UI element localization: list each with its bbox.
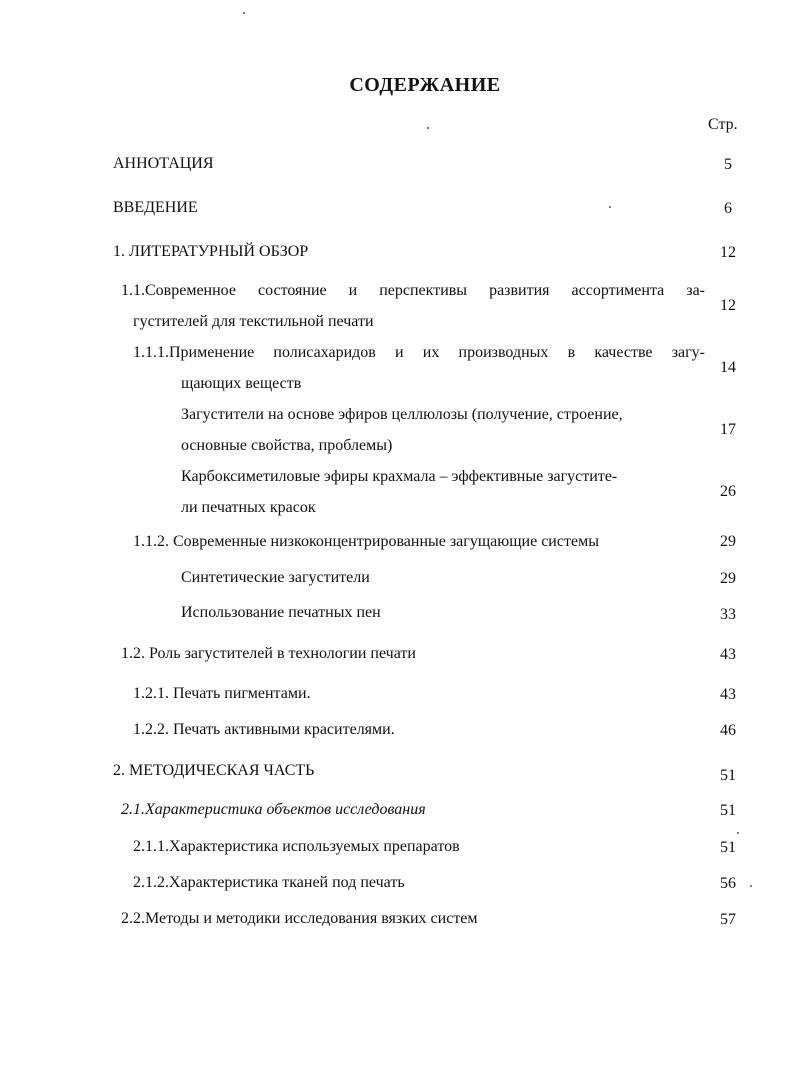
toc-entry-text: 2.1.1.Характеристика используемых препаратов [133,838,460,855]
toc-entry-section-1-1[interactable] [121,275,705,337]
toc-entry-text-line-2: густителей для текстильной печати [133,313,374,330]
scan-speck [750,885,752,887]
toc-entry-text: АННОТАЦИЯ [113,155,214,172]
toc-page-number: 57 [720,911,736,928]
page-title: СОДЕРЖАНИЕ [349,74,501,96]
toc-entry-text-line-1: 1.1.Современное состояние и перспективы развития ассортимента за- [121,282,705,299]
toc-page-number: 12 [720,244,736,261]
toc-page-number: 29 [720,533,736,550]
toc-page-number: 26 [720,483,736,500]
toc-entry-text: 1.2.2. Печать активными красителями. [133,721,395,738]
toc-page-number: 5 [724,156,732,173]
toc-entry-synthetic-thickeners[interactable] [181,562,370,593]
toc-entry-section-2-1[interactable] [121,794,426,825]
scan-speck [427,127,429,129]
toc-entry-section-1-2[interactable] [121,638,416,669]
toc-page-number: 51 [720,802,736,819]
toc-entry-section-1-1-1[interactable] [133,337,705,399]
toc-entry-text: 1. ЛИТЕРАТУРНЫЙ ОБЗОР [113,243,309,260]
toc-page-number: 51 [720,839,736,856]
toc-entry-section-1-2-2[interactable] [133,714,395,745]
toc-entry-text-line-1: 1.1.1.Применение полисахаридов и их производных в качестве загу- [133,344,705,361]
toc-entry-chapter-2[interactable] [113,755,314,786]
toc-page-number: 56 [720,875,736,892]
toc-entry-text: 1.2.1. Печать пигментами. [133,685,311,702]
toc-page-number: 17 [720,421,736,438]
toc-page-number: 43 [720,646,736,663]
toc-page-number: 14 [720,359,736,376]
toc-entry-section-2-1-1[interactable] [133,831,460,862]
toc-entry-starch-ethers[interactable] [181,461,705,523]
toc-entry-text: 2.2.Методы и методики исследования вязких систем [121,910,478,927]
toc-entry-text: ВВЕДЕНИЕ [113,199,198,216]
toc-entry-section-1-1-2[interactable] [133,526,599,557]
toc-entry-text: Использование печатных пен [181,604,381,621]
toc-page-number: 33 [720,606,736,623]
toc-entry-text-line-1: Карбоксиметиловые эфиры крахмала – эффективные загустите- [181,468,618,485]
toc-page-number: 51 [720,767,736,784]
toc-entry-text: Синтетические загустители [181,569,370,586]
toc-entry-introduction[interactable] [113,192,198,223]
page-column-label: Стр. [708,116,738,133]
toc-entry-text-line-1: Загустители на основе эфиров целлюлозы (получение, строение, [181,406,623,423]
scan-speck [609,206,611,208]
scan-speck [737,832,739,834]
toc-page-number: 6 [724,200,732,217]
toc-entry-annotation[interactable] [113,148,214,179]
toc-entry-text-line-2: основные свойства, проблемы) [181,437,393,454]
toc-entry-text: 1.1.2. Современные низкоконцентрированные загущающие системы [133,533,599,550]
toc-entry-text: 1.2. Роль загустителей в технологии печати [121,645,416,662]
toc-entry-chapter-1[interactable] [113,236,308,267]
toc-page-number: 12 [720,297,736,314]
toc-entry-text: 2.1.Характеристика объектов исследования [121,801,426,818]
toc-entry-text: 2. МЕТОДИЧЕСКАЯ ЧАСТЬ [113,762,315,779]
toc-entry-text-line-2: ли печатных красок [181,499,316,516]
toc-page-number: 43 [720,686,736,703]
toc-entry-printing-foams[interactable] [181,597,381,628]
toc-entry-section-2-2[interactable] [121,903,478,934]
toc-entry-cellulose-thickeners[interactable] [181,399,705,461]
toc-entry-section-1-2-1[interactable] [133,678,311,709]
toc-entry-text: 2.1.2.Характеристика тканей под печать [133,874,405,891]
toc-entry-text-line-2: щающих веществ [181,375,302,392]
scan-speck [243,12,245,14]
toc-page-number: 29 [720,570,736,587]
toc-entry-section-2-1-2[interactable] [133,867,405,898]
toc-page-number: 46 [720,722,736,739]
